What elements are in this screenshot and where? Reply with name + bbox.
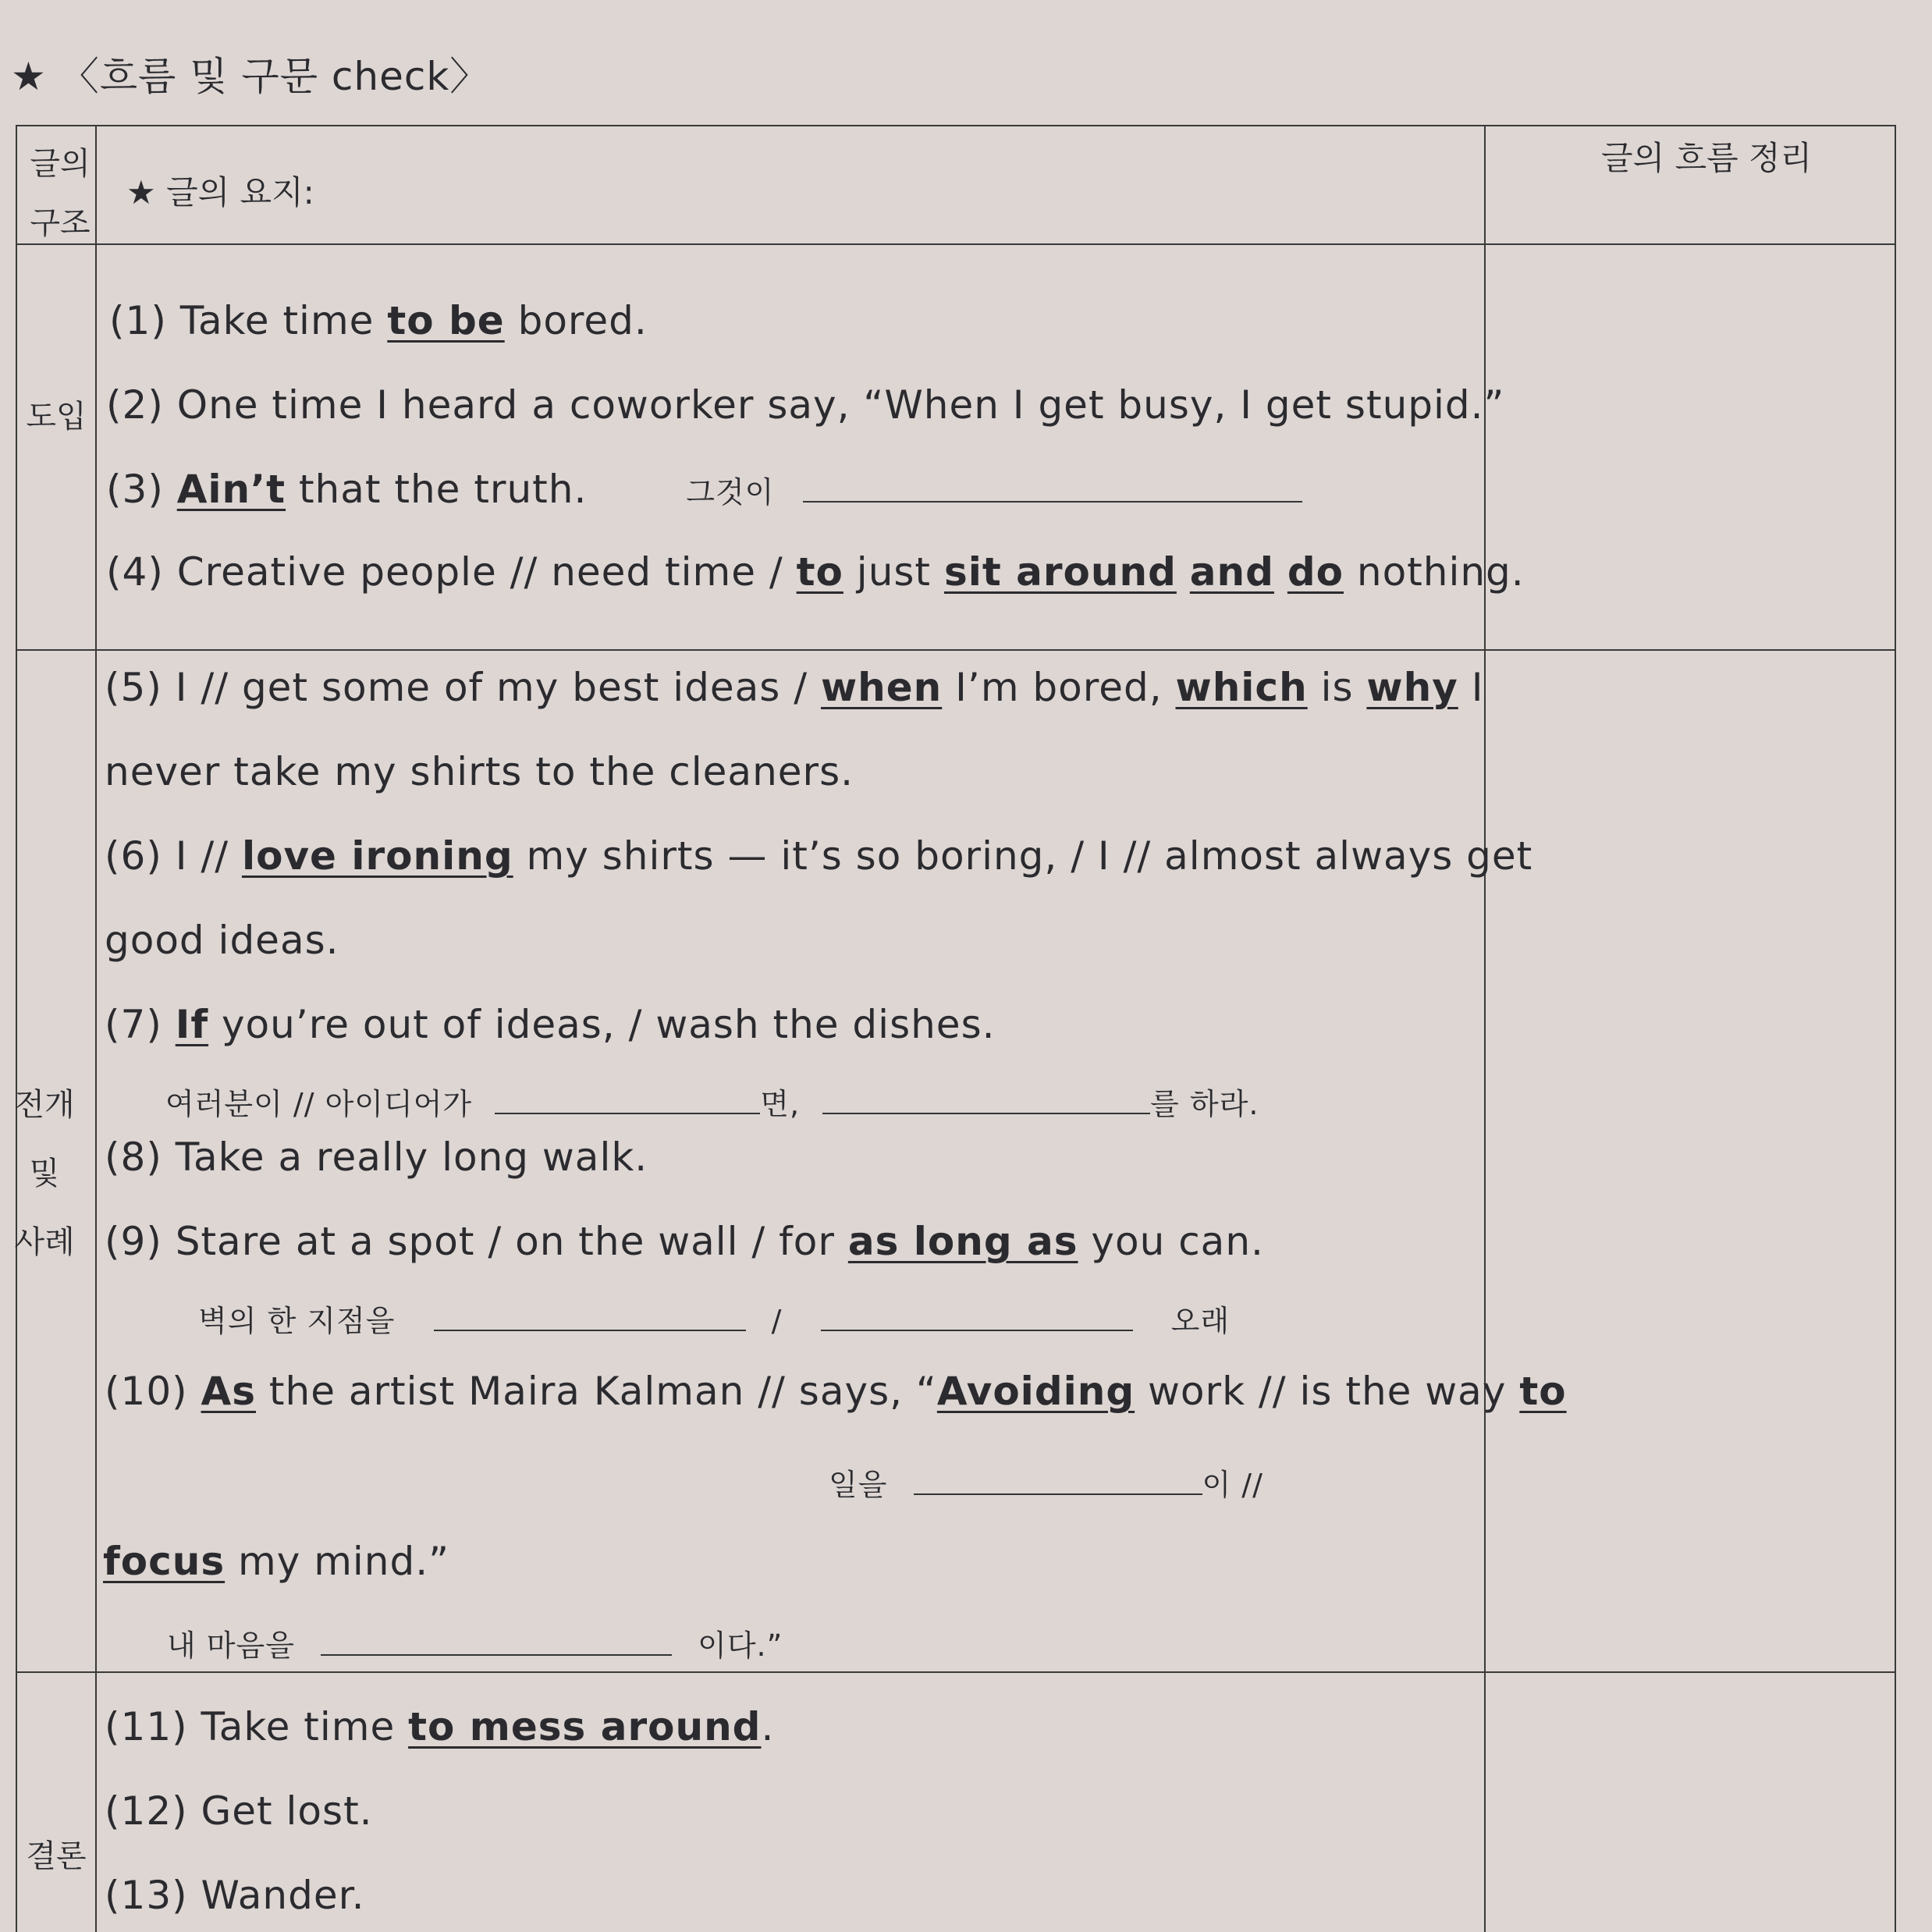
sentence-text: my shirts — it’s so boring, / I // almost always get [513,833,1533,879]
header-row-divider [17,243,1895,245]
gist-header: ★ 글의 요지: [126,173,314,211]
underlined-phrase: to mess around [408,1704,762,1749]
answer-blank[interactable] [821,1329,1133,1331]
sentence-text: is [1307,665,1367,710]
sentence-6-line-2: good ideas. [105,918,339,963]
sentence-text [1177,549,1190,595]
underlined-phrase: when [820,665,943,710]
sentence-11 [105,1704,774,1749]
underlined-phrase: to [1519,1369,1567,1414]
flow-header: 글의 흐름 정리 [1601,139,1813,177]
korean-prompt: 여러분이 // 아이디어가 [165,1087,473,1121]
sentence-4 [106,549,1525,595]
korean-prompt: 면, [760,1087,801,1121]
underlined-phrase: as long as [847,1219,1078,1264]
sentence-text: (1) Take time [109,298,388,343]
sentence-text: (9) Stare at a spot / on the wall / for [105,1219,848,1264]
sentence-text: (5) I // get some of my best ideas / [105,665,821,710]
answer-blank[interactable] [822,1112,1150,1114]
answer-blank[interactable] [321,1653,672,1656]
sentence-text [1274,549,1287,595]
sentence-9 [105,1219,1264,1264]
underlined-phrase: do [1287,549,1344,595]
page-title: ★ 〈흐름 및 구문 check〉 [11,54,490,99]
korean-prompt: 이 // [1202,1468,1263,1502]
sentence-10-korean-1 [829,1461,1263,1504]
sentence-10-korean-2 [167,1621,783,1664]
sentence-7-korean [165,1080,1259,1123]
sentence-7 [105,1002,996,1047]
sentence-text: I’m bored, [942,665,1176,710]
underlined-phrase: sit around [943,549,1177,595]
sentence-text: work // is the way [1135,1369,1520,1414]
sentence-text: nothing. [1344,549,1525,595]
section-intro-label: 도입 [26,399,87,435]
korean-prompt: 를 하라. [1150,1087,1259,1121]
korean-prompt: 일을 [829,1468,888,1502]
sentence-1 [109,298,648,343]
sentence-text: my mind.” [225,1539,450,1584]
body-row-divider [17,1671,1895,1673]
underlined-phrase: As [201,1369,256,1414]
sentence-9-korean [198,1297,1230,1340]
answer-blank[interactable] [914,1493,1202,1495]
sentence-text: (7) [105,1002,176,1047]
sentence-text: (3) [106,467,177,512]
korean-prompt: 벽의 한 지점을 [198,1304,396,1338]
intro-row-divider [17,649,1895,651]
sentence-10-line-1 [105,1369,1567,1414]
sentence-text: the artist Maira Kalman // says, “ [256,1369,937,1414]
sentence-2: (2) One time I heard a coworker say, “When I get busy, I get stupid.” [106,382,1505,428]
underlined-phrase: why [1366,665,1458,710]
analysis-table [16,125,1896,1932]
sentence-12: (12) Get lost. [105,1788,373,1834]
section-body-label: 전개 및 사례 [14,1087,75,1260]
underlined-phrase: to be [387,298,505,343]
underlined-phrase: Avoiding [936,1369,1135,1414]
underlined-phrase: love ironing [241,833,513,879]
sentence-text: . [761,1704,775,1749]
korean-prompt: 오래 [1170,1304,1231,1338]
underlined-phrase: which [1175,665,1308,710]
korean-prompt: 그것이 [686,475,775,510]
sentence-text: bored. [504,298,648,343]
answer-blank[interactable] [434,1329,746,1331]
sentence-text: (10) [105,1369,201,1414]
sentence-3 [106,467,1302,512]
korean-prompt: 이다.” [698,1628,783,1663]
korean-prompt: 내 마음을 [167,1628,295,1663]
underlined-phrase: If [175,1002,209,1047]
sentence-text: that the truth. [286,467,588,512]
structure-header: 글의 구조 [30,146,91,241]
sentence-text: (6) I // [105,833,242,879]
sentence-10-line-2 [103,1539,449,1584]
underlined-phrase: and [1189,549,1274,595]
sentence-text: (4) Creative people // need time / [106,549,797,595]
sentence-text: you’re out of ideas, / wash the dishes. [208,1002,996,1047]
sentence-5-line-1 [105,665,1483,710]
section-conclusion-label: 결론 [26,1838,87,1874]
sentence-8: (8) Take a really long walk. [105,1135,648,1180]
sentence-6-line-1 [105,833,1532,879]
sentence-text: you can. [1078,1219,1264,1264]
sentence-text: I [1458,665,1484,710]
underlined-phrase: Ain’t [176,467,286,512]
sentence-5-line-2: never take my shirts to the cleaners. [105,749,854,794]
korean-prompt: / [771,1304,783,1338]
answer-blank[interactable] [495,1112,760,1114]
sentence-text: just [843,549,944,595]
underlined-phrase: focus [103,1539,226,1584]
answer-blank[interactable] [803,500,1302,503]
sentence-13: (13) Wander. [105,1873,365,1918]
underlined-phrase: to [796,549,843,595]
sentence-text: (11) Take time [105,1704,409,1749]
